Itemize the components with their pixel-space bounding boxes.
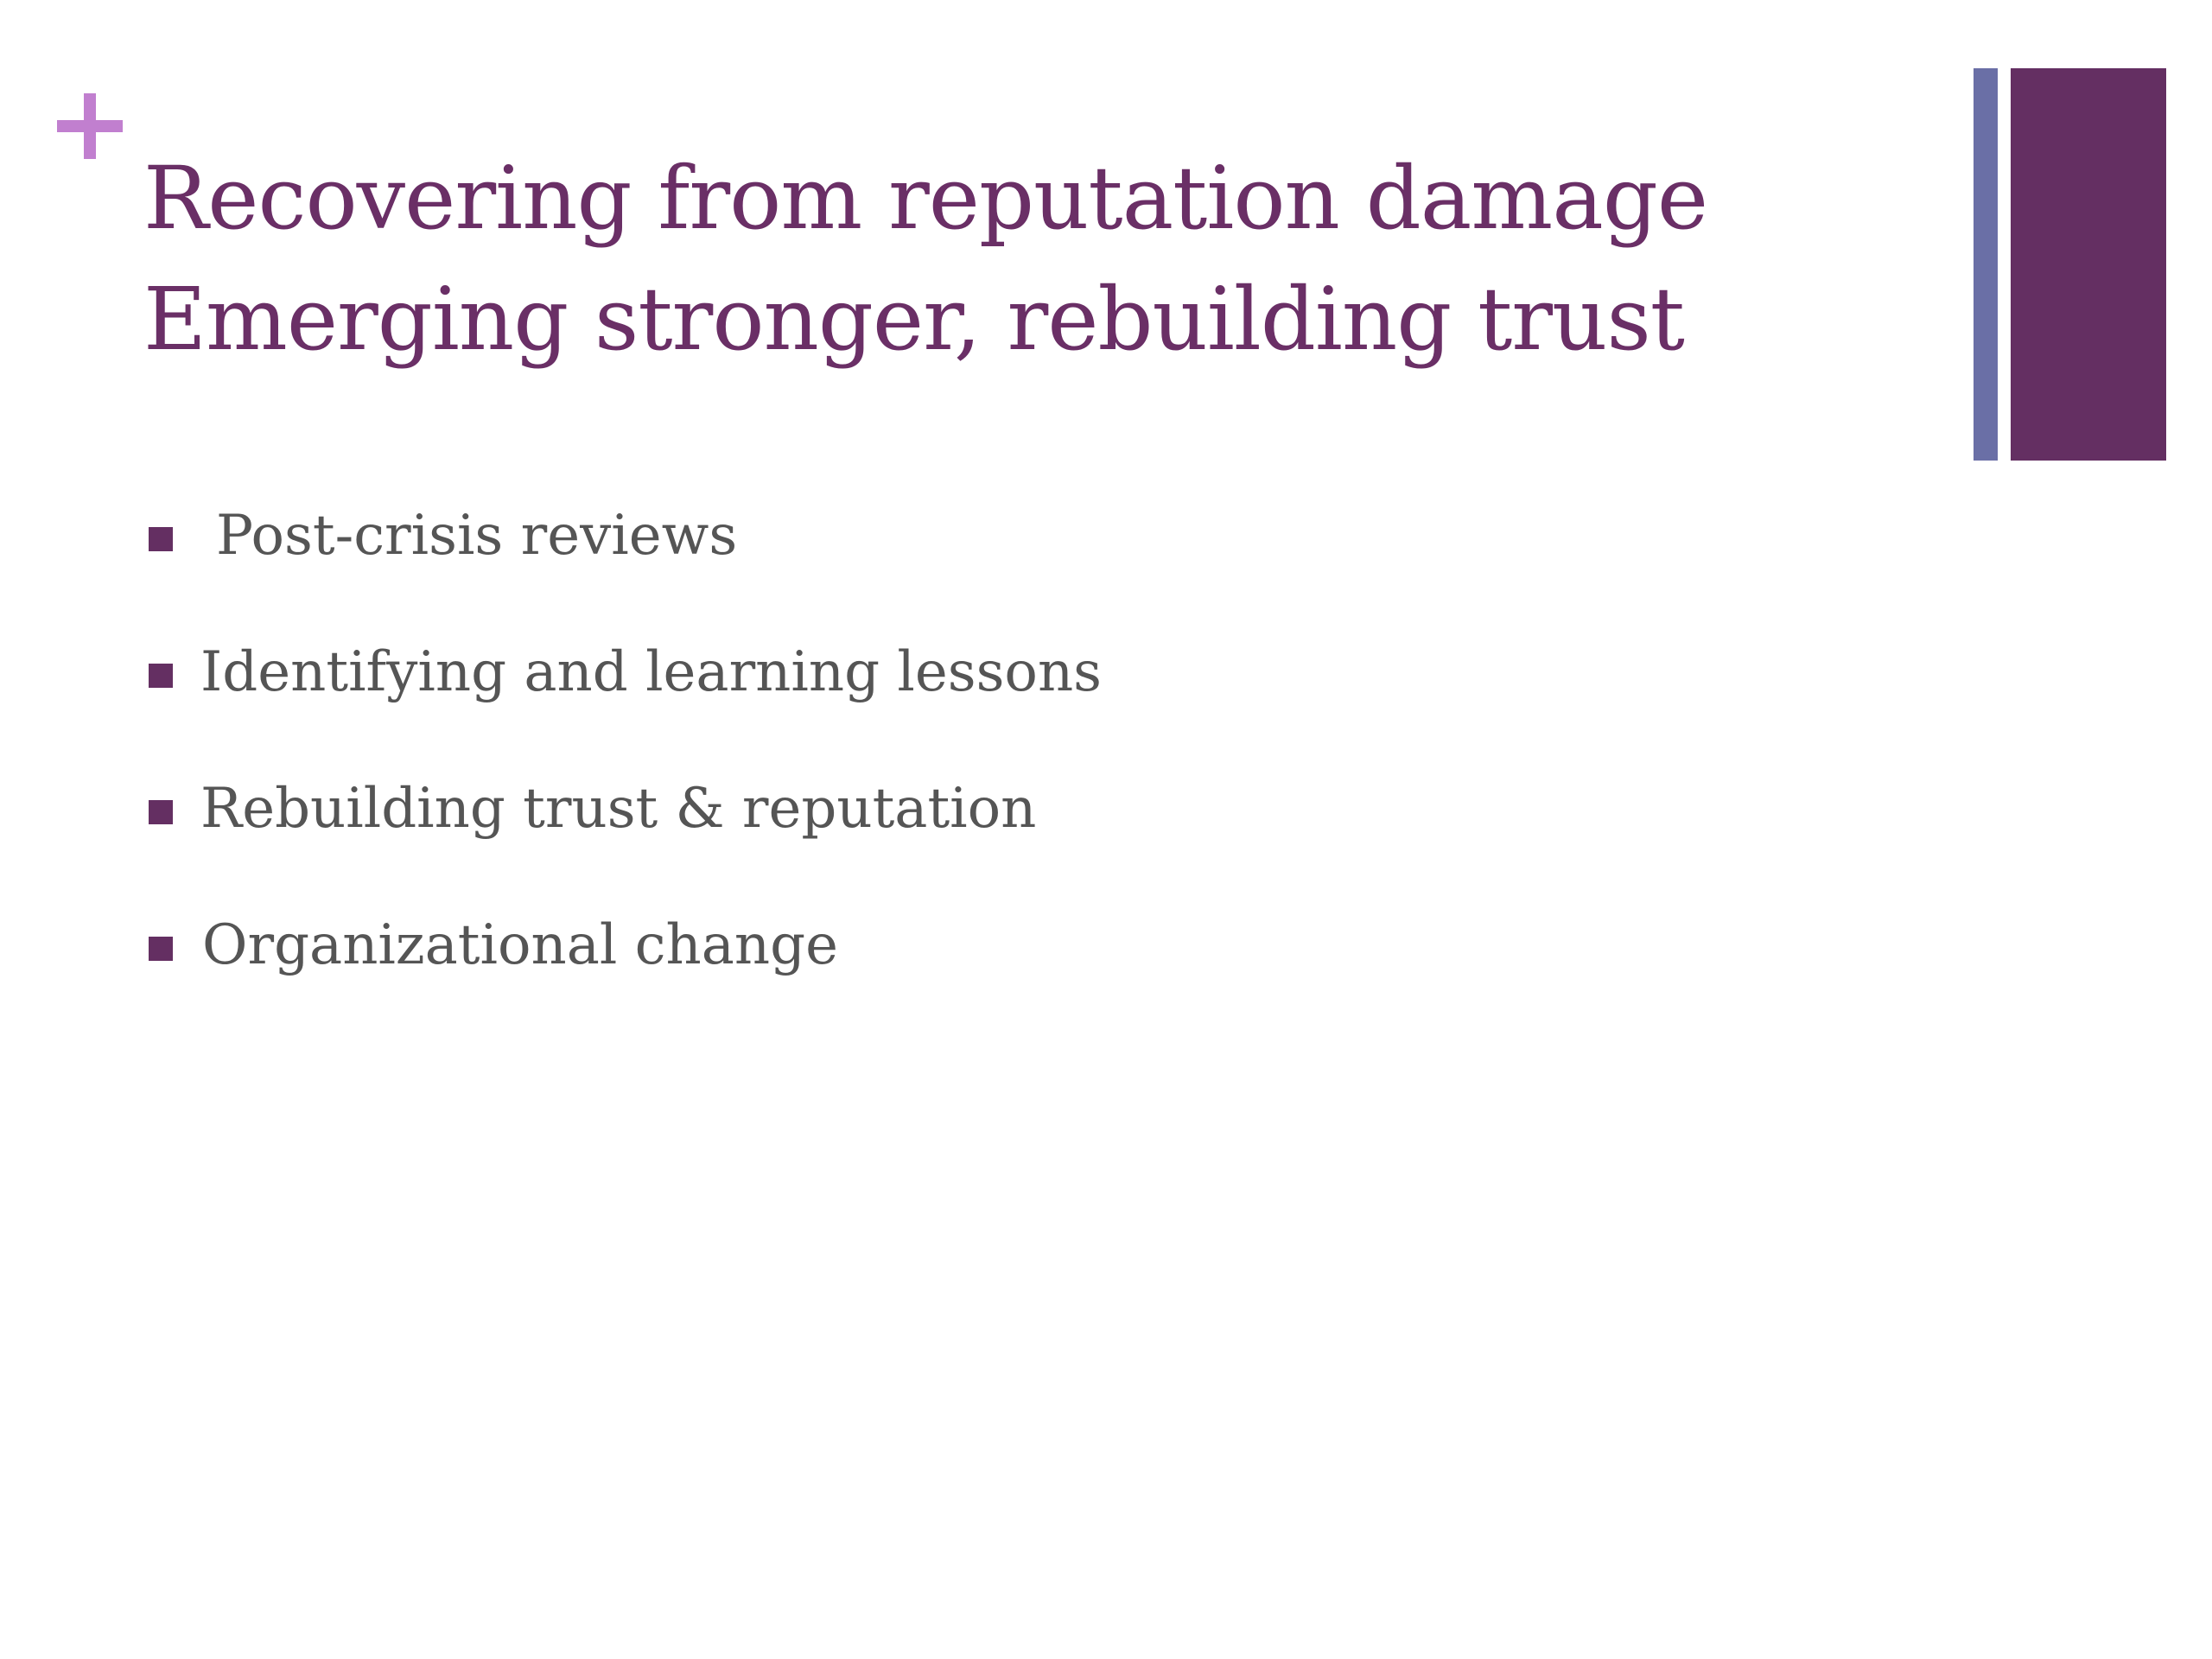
plus-icon-vertical: [84, 93, 96, 159]
slide-title-line-2: Emerging stronger, rebuilding trust: [143, 269, 1684, 370]
square-bullet-icon: [149, 937, 173, 961]
square-bullet-icon: [149, 527, 173, 551]
slide-title-line-1: Recovering from reputation damage: [143, 148, 1708, 249]
square-bullet-icon: [149, 664, 173, 688]
square-bullet-icon: [149, 800, 173, 824]
bullet-text: Identifying and learning lessons: [200, 640, 1102, 704]
bullet-text: Rebuilding trust & reputation: [200, 777, 1037, 841]
bullet-text: Post-crisis reviews: [216, 504, 738, 568]
accent-bar-thin: [1974, 68, 1998, 461]
bullet-text: Organizational change: [202, 913, 838, 977]
accent-bar-thick: [2011, 68, 2166, 461]
slide-title: [143, 138, 1923, 380]
plus-icon: [57, 93, 123, 159]
